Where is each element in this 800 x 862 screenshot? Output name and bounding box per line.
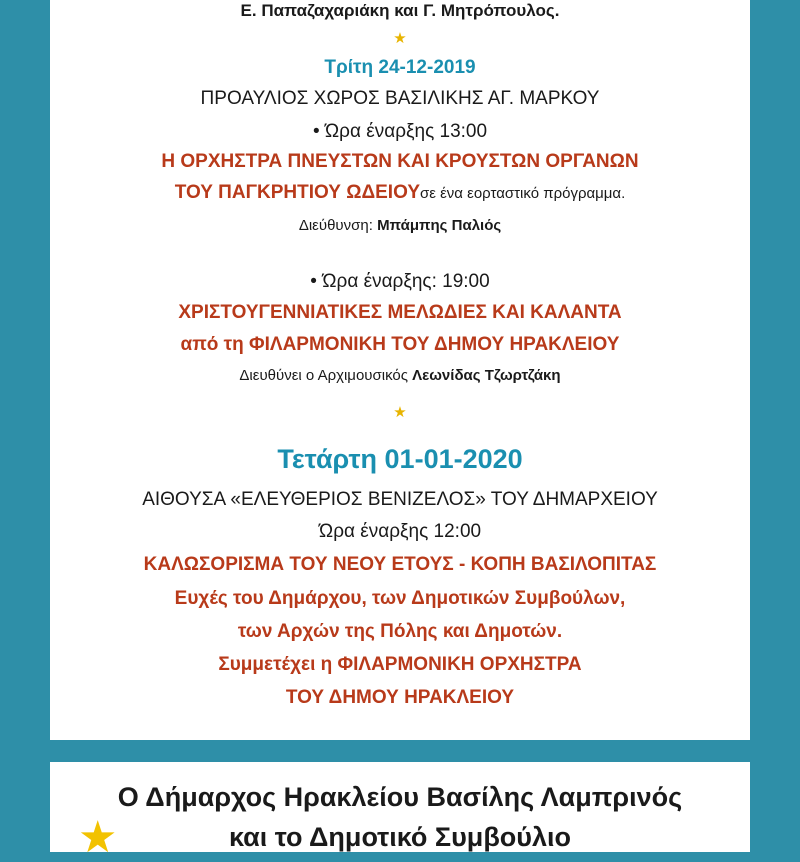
star-decoration-icon: ★ — [78, 813, 118, 862]
footer-panel — [50, 762, 750, 862]
day1-event1-time: • Ώρα έναρξης 13:00 — [312, 121, 488, 142]
day1-event2-title-line1: ΧΡΙΣΤΟΥΓΕΝΝΙΑΤΙΚΕΣ ΜΕΛΩΔΙΕΣ ΚΑΙ ΚΑΛΑΝΤΑ — [178, 302, 622, 323]
day1-event2-direction — [50, 368, 750, 383]
day2-line-4: Συμμετέχει η ΦΙΛΑΡΜΟΝΙΚΗ ΟΡΧΗΣΤΡΑ — [218, 654, 582, 675]
day1-event1-title-suffix: σε ένα εορταστικό πρόγραμμα. — [420, 185, 626, 202]
direction-label: Διευθύνει ο Αρχιμουσικός — [239, 367, 413, 384]
performers-credit: Ε. Παπαζαχαριάκη και Γ. Μητρόπουλος. — [240, 1, 560, 20]
day2-date: Τετάρτη 01-01-2020 — [277, 444, 523, 474]
star-divider-icon: ★ — [393, 30, 407, 47]
day2-time: Ώρα έναρξης 12:00 — [318, 521, 482, 542]
day2-line-2: Ευχές του Δημάρχου, των Δημοτικών Συμβούλων, — [174, 588, 626, 609]
day1-event1-title-line2 — [50, 183, 750, 202]
day1-event2-title-line2: από τη ΦΙΛΑΡΜΟΝΙΚΗ ΤΟΥ ΔΗΜΟΥ ΗΡΑΚΛΕΙΟΥ — [180, 334, 620, 355]
direction-label: Διεύθυνση: — [298, 217, 378, 234]
director-name: Λεωνίδας Τζωρτζάκη — [412, 367, 561, 384]
star-divider-icon: ★ — [393, 404, 407, 421]
day1-event2-time: • Ώρα έναρξης: 19:00 — [310, 271, 490, 292]
day1-event1-title-line1: Η ΟΡΧΗΣΤΡΑ ΠΝΕΥΣΤΩΝ ΚΑΙ ΚΡΟΥΣΤΩΝ ΟΡΓΑΝΩΝ — [161, 151, 639, 172]
program-panel — [50, 0, 750, 740]
footer-mayor: Ο Δήμαρχος Ηρακλείου Βασίλης Λαμπρινός — [117, 782, 683, 812]
day1-event1-direction — [50, 218, 750, 233]
footer-council: και το Δημοτικό Συμβούλιο — [228, 822, 572, 852]
day1-date: Τρίτη 24-12-2019 — [324, 57, 476, 78]
day2-line-1: ΚΑΛΩΣΟΡΙΣΜΑ ΤΟΥ ΝΕΟΥ ΕΤΟΥΣ - ΚΟΠΗ ΒΑΣΙΛΟΠΙΤΑΣ — [143, 554, 657, 575]
day2-line-3: των Αρχών της Πόλης και Δημοτών. — [237, 621, 563, 642]
day1-event1-title-bold: ΤΟΥ ΠΑΓΚΡΗΤΙΟΥ ΩΔΕΙΟΥ — [174, 182, 420, 203]
day2-venue: ΑΙΘΟΥΣΑ «ΕΛΕΥΘΕΡΙΟΣ ΒΕΝΙΖΕΛΟΣ» ΤΟΥ ΔΗΜΑΡΧΕΙΟΥ — [142, 489, 658, 510]
day1-venue: ΠΡΟΑΥΛΙΟΣ ΧΩΡΟΣ ΒΑΣΙΛΙΚΗΣ ΑΓ. ΜΑΡΚΟΥ — [200, 88, 600, 109]
director-name: Μπάμπης Παλιός — [377, 217, 502, 234]
day2-line-5: ΤΟΥ ΔΗΜΟΥ ΗΡΑΚΛΕΙΟΥ — [285, 687, 515, 708]
